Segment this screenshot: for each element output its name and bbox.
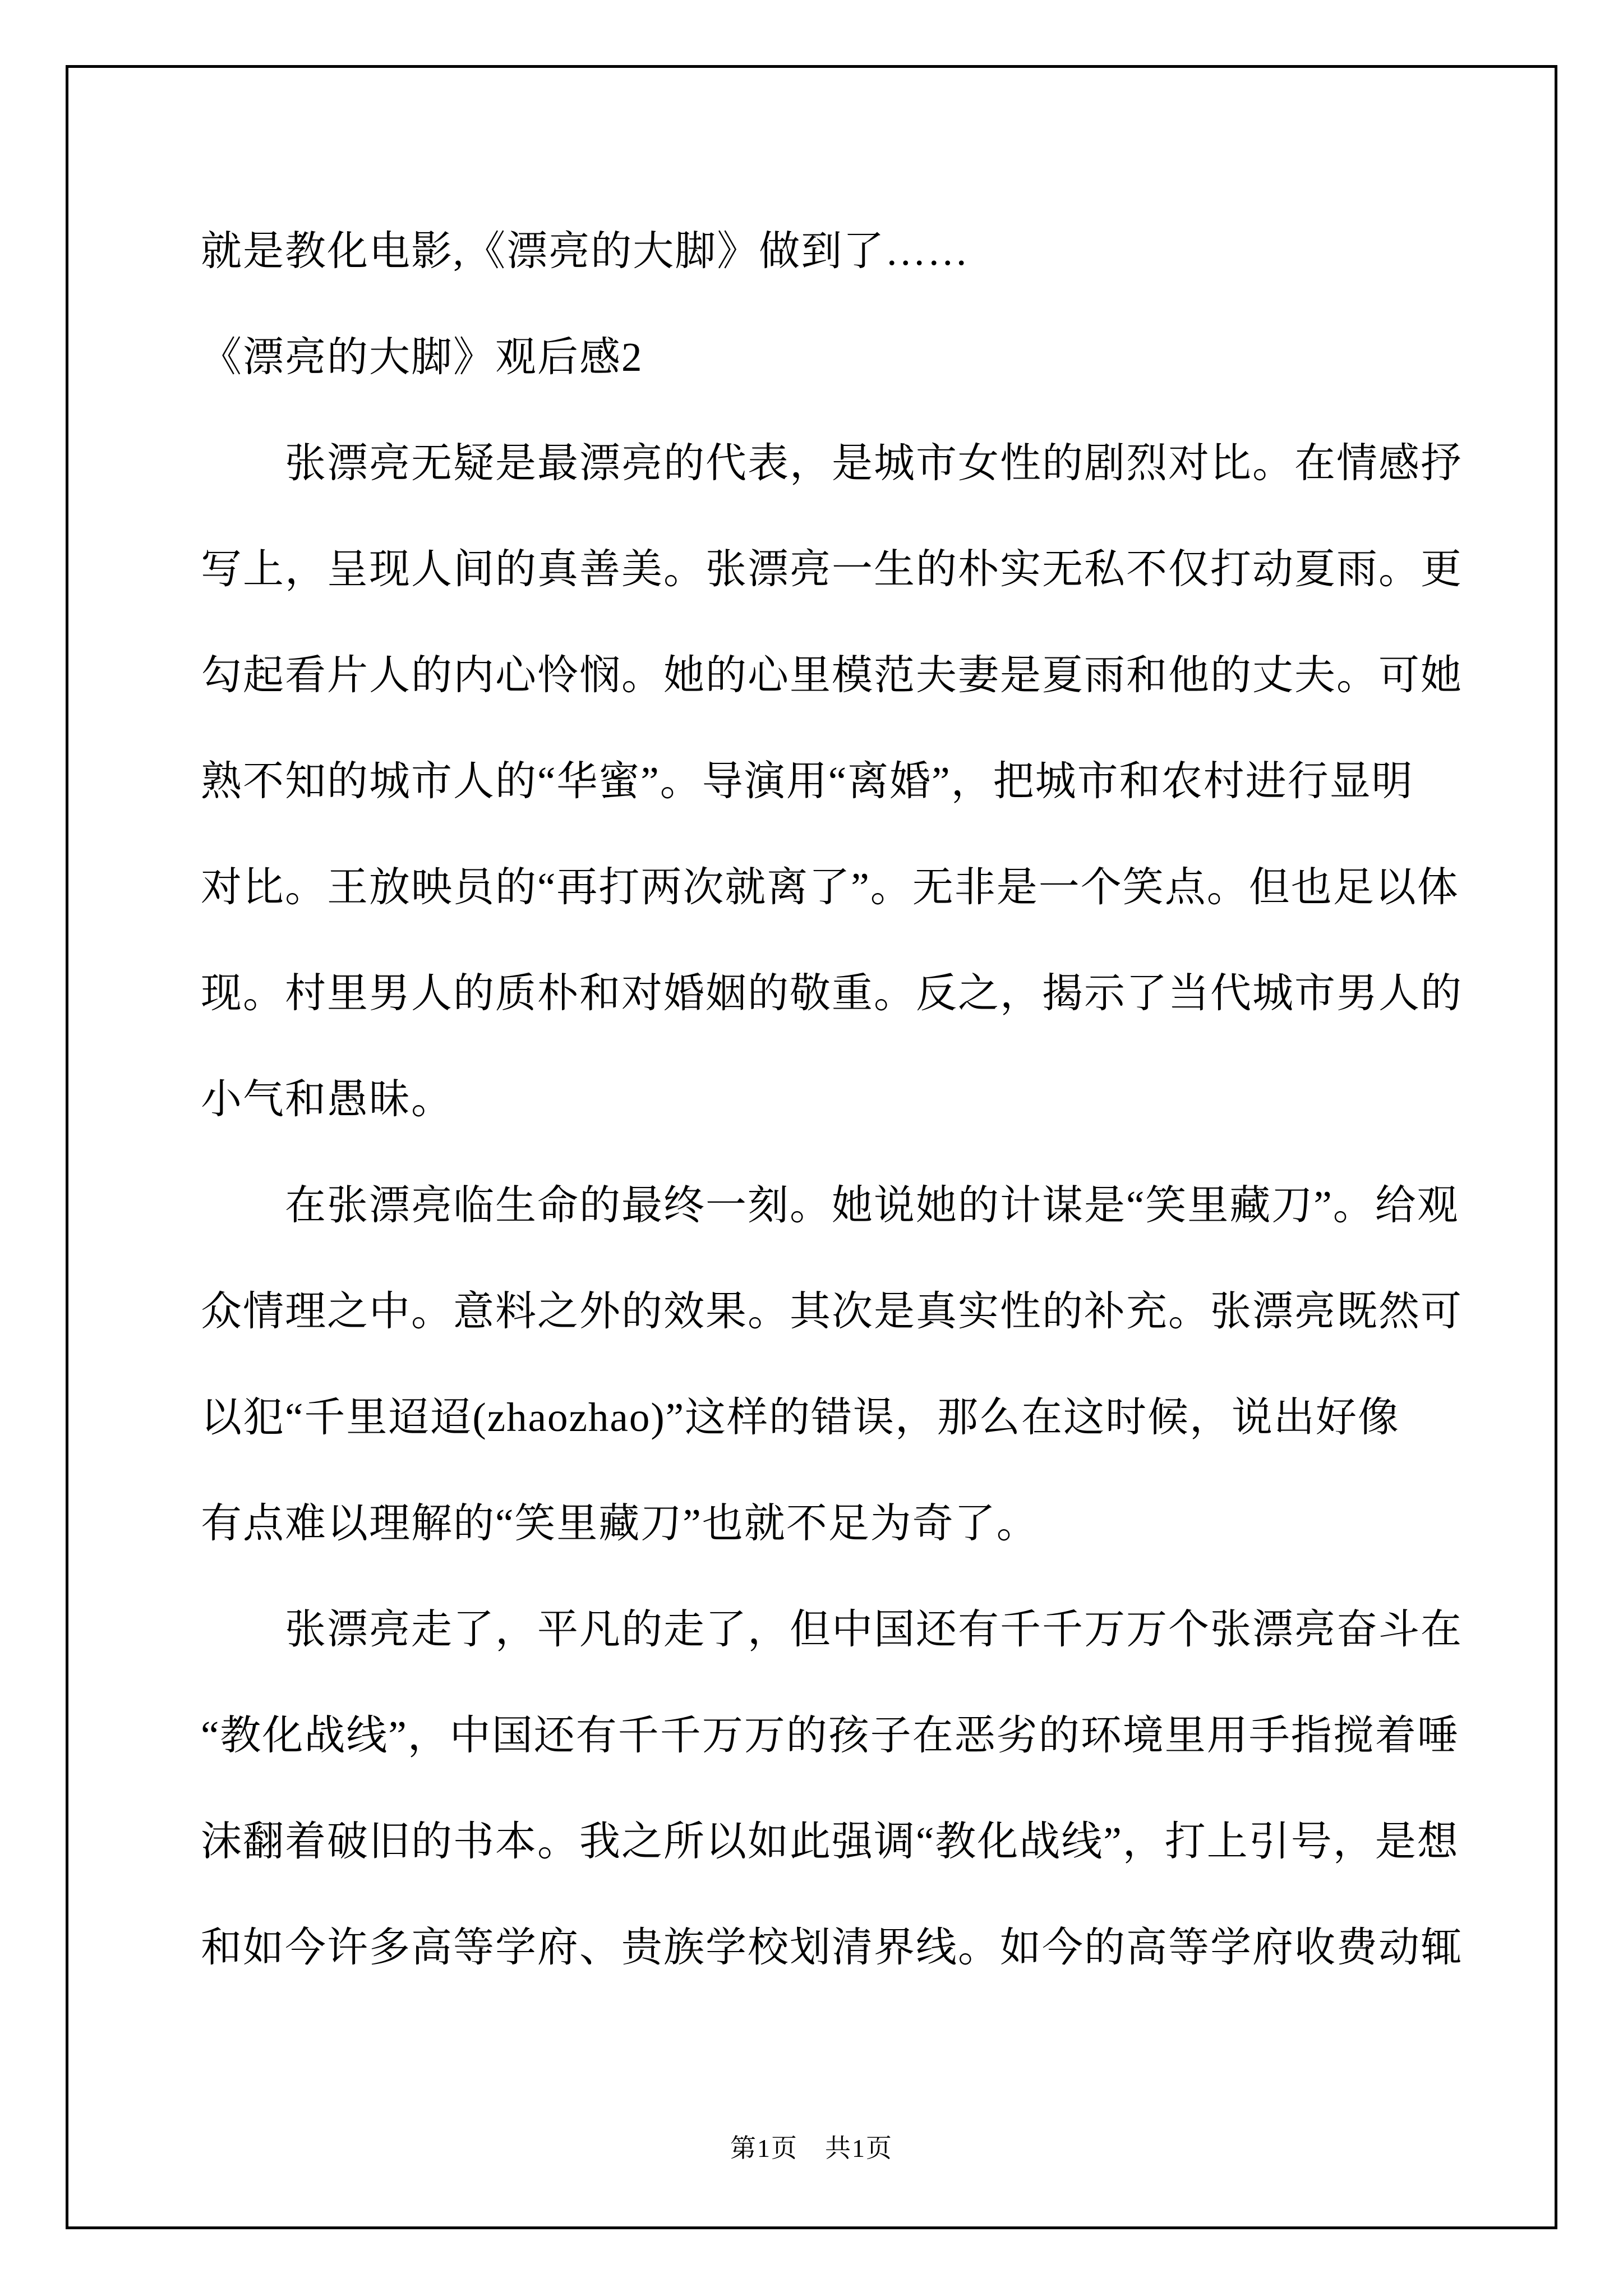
text-line-p4-l0: 张漂亮走了，平凡的走了，但中国还有千千万万个张漂亮奋斗在: [201, 1607, 1463, 1652]
text-line-p3-l2: 以犯“千里迢迢(zhaozhao)”这样的错误，那么在这时候，说出好像: [201, 1395, 1400, 1440]
text-line-p3-l0: 在张漂亮临生命的最终一刻。她说她的计谋是“笑里藏刀”。给观: [201, 1182, 1459, 1228]
text-line-p3-l1: 众情理之中。意料之外的效果。其次是真实性的补充。张漂亮既然可: [201, 1289, 1463, 1334]
page-number-footer: 第1页 共1页: [730, 2134, 893, 2162]
text-line-p3-l3: 有点难以理解的“笑里藏刀”也就不足为奇了。: [201, 1501, 1039, 1546]
text-line-p2-l5: 现。村里男人的质朴和对婚姻的敬重。反之，揭示了当代城市男人的: [201, 970, 1463, 1016]
text-line-p2-l0: 张漂亮无疑是最漂亮的代表，是城市女性的剧烈对比。在情感抒: [201, 440, 1463, 486]
text-line-p4-l2: 沫翻着破旧的书本。我之所以如此强调“教化战线”，打上引号，是想: [201, 1819, 1459, 1864]
text-line-p0-l0: 就是教化电影,《漂亮的大脚》做到了……: [201, 228, 970, 274]
text-line-p2-l3: 熟不知的城市人的“华蜜”。导演用“离婚”，把城市和农村进行显明: [201, 758, 1414, 804]
document-body-text: [201, 198, 1463, 2000]
text-line-p2-l4: 对比。王放映员的“再打两次就离了”。无非是一个笑点。但也足以体: [201, 864, 1459, 910]
text-line-p2-l2: 勾起看片人的内心怜悯。她的心里模范夫妻是夏雨和他的丈夫。可她: [201, 652, 1463, 698]
text-line-p2-l6: 小气和愚昧。: [201, 1076, 453, 1122]
text-line-p4-l1: “教化战线”，中国还有千千万万的孩子在恶劣的环境里用手指搅着唾: [201, 1713, 1459, 1758]
text-line-p2-l1: 写上，呈现人间的真善美。张漂亮一生的朴实无私不仅打动夏雨。更: [201, 546, 1463, 592]
text-line-p4-l3: 和如今许多高等学府、贵族学校划清界线。如今的高等学府收费动辄: [201, 1925, 1463, 1970]
text-line-p1-l0: 《漂亮的大脚》观后感2: [201, 334, 643, 380]
